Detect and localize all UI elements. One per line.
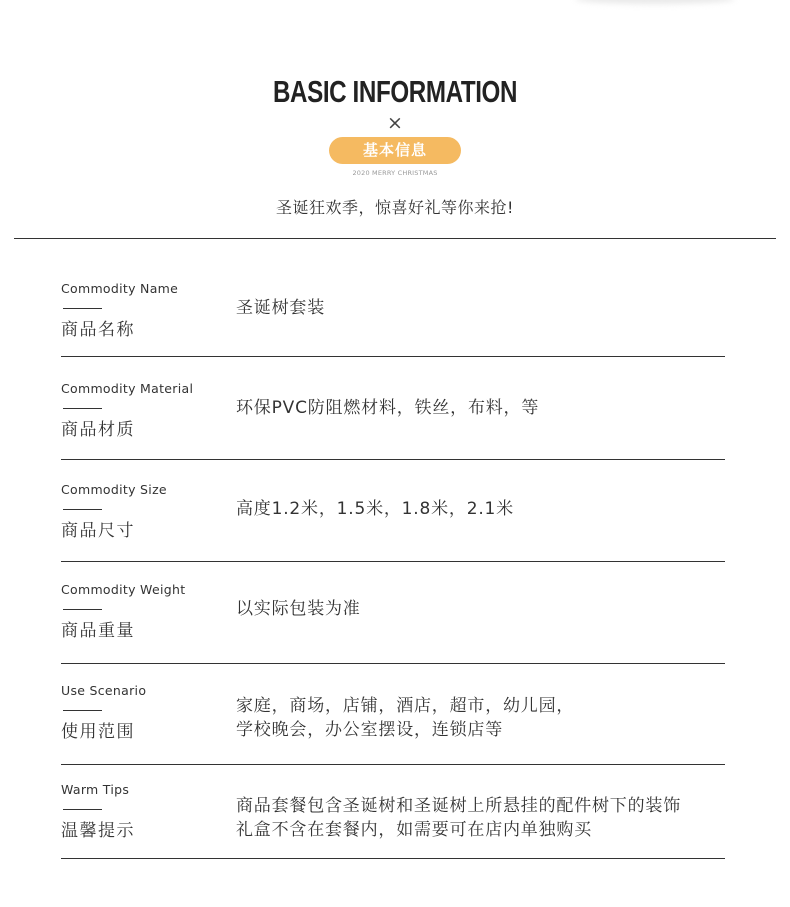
spec-label-en: Commodity Size <box>61 482 167 497</box>
spec-value-line: 学校晚会，办公室摆设，连锁店等 <box>236 720 503 740</box>
spec-value <box>236 497 514 521</box>
header-divider <box>14 238 776 239</box>
spec-value <box>236 296 325 320</box>
row-divider <box>61 663 725 664</box>
spec-label-zh: 温馨提示 <box>61 821 135 841</box>
spec-label-zh: 商品名称 <box>61 320 135 340</box>
row-divider <box>61 356 725 357</box>
row-divider <box>61 459 725 460</box>
label-divider <box>63 308 102 309</box>
spec-label-en: Commodity Material <box>61 381 194 396</box>
spec-value <box>236 597 361 621</box>
promo-slogan: 圣诞狂欢季，惊喜好礼等你来抢! <box>276 198 514 217</box>
spec-label-zh: 商品材质 <box>61 420 135 440</box>
spec-label-zh: 商品重量 <box>61 621 135 641</box>
label-divider <box>63 609 102 610</box>
label-divider <box>63 809 102 810</box>
spec-value-line: 高度1.2米，1.5米，1.8米，2.1米 <box>236 499 514 519</box>
spec-value-line: 环保PVC防阻燃材料，铁丝，布料，等 <box>236 398 540 418</box>
spec-label-en: Use Scenario <box>61 683 147 698</box>
spec-value-line: 以实际包装为准 <box>236 599 361 619</box>
spec-label-en: Commodity Name <box>61 281 179 296</box>
section-subtitle: 2020 MERRY CHRISTMAS <box>352 169 438 177</box>
spec-value-line: 圣诞树套装 <box>236 298 325 318</box>
cross-icon: × <box>387 112 403 134</box>
spec-value-line: 家庭，商场，店铺，酒店，超市，幼儿园， <box>236 696 575 716</box>
spec-label-en: Commodity Weight <box>61 582 186 597</box>
spec-label-zh: 商品尺寸 <box>61 521 135 541</box>
section-badge: 基本信息 <box>329 137 461 164</box>
spec-value <box>236 794 681 842</box>
spec-value-line: 礼盒不含在套餐内，如需要可在店内单独购买 <box>236 820 592 840</box>
spec-value <box>236 396 539 420</box>
label-divider <box>63 509 102 510</box>
row-divider <box>61 858 725 859</box>
row-divider <box>61 561 725 562</box>
section-title-en: BASIC INFORMATION <box>272 74 518 109</box>
section-header <box>0 0 790 240</box>
spec-value-line: 商品套餐包含圣诞树和圣诞树上所悬挂的配件树下的装饰 <box>236 796 681 816</box>
spec-label-en: Warm Tips <box>61 782 130 797</box>
spec-value <box>236 694 574 742</box>
label-divider <box>63 408 102 409</box>
row-divider <box>61 764 725 765</box>
spec-label-zh: 使用范围 <box>61 722 135 742</box>
label-divider <box>63 710 102 711</box>
